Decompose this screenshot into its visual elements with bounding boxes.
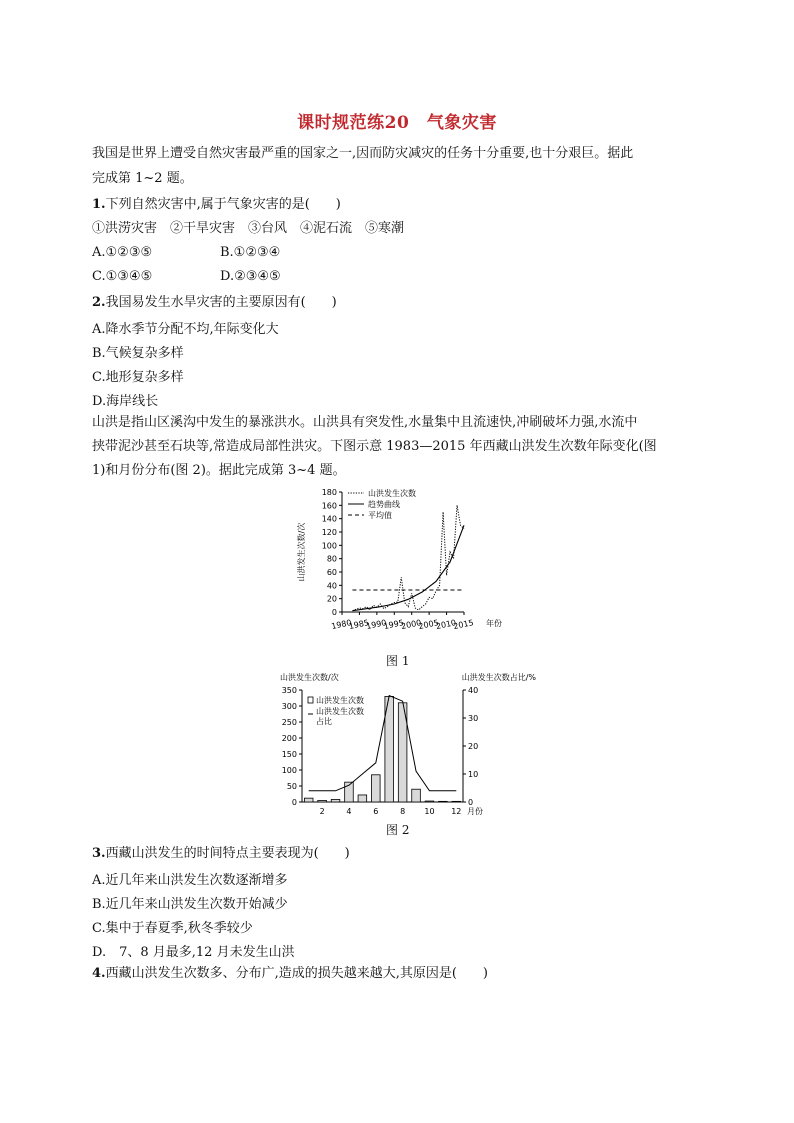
question-2-option-b[interactable]: B.气候复杂多样 <box>92 346 184 361</box>
y2-tick-label: 40 <box>468 686 479 695</box>
y2-tick-label: 10 <box>468 770 479 779</box>
y-tick-label: 150 <box>281 750 297 759</box>
x-tick-label: 2005 <box>417 618 440 632</box>
x-tick-label: 1995 <box>382 618 405 632</box>
bar-month-5 <box>358 795 367 802</box>
x-tick-label: 4 <box>346 807 352 816</box>
y-tick-label: 160 <box>321 501 337 511</box>
intro-paragraph-1-line-2: 完成第 1~2 题。 <box>92 171 193 186</box>
question-3-option-c[interactable]: C.集中于春夏季,秋冬季较少 <box>92 921 253 936</box>
bar-month-9 <box>412 789 421 802</box>
question-4-stem: 西藏山洪发生次数多、分布广,造成的损失越来越大,其原因是( ) <box>105 966 488 981</box>
y-tick-label: 350 <box>281 686 297 695</box>
y-tick-label: 180 <box>321 488 337 497</box>
legend-label-2: 趋势曲线 <box>368 500 400 509</box>
question-1-option-c[interactable]: C.①③④⑤ <box>92 269 153 284</box>
legend-label-1: 山洪发生次数 <box>368 489 416 498</box>
question-2-option-a[interactable]: A.降水季节分配不均,年际变化大 <box>92 322 279 337</box>
x-tick-label: 1985 <box>348 618 370 632</box>
legend-label-2-line-2: 占比 <box>316 717 332 726</box>
question-1-stem: 下列自然灾害中,属于气象灾害的是( ) <box>105 197 341 212</box>
bar-month-3 <box>331 799 340 802</box>
question-3-stem: 西藏山洪发生的时间特点主要表现为( ) <box>105 846 350 861</box>
y-tick-label: 300 <box>281 702 297 711</box>
bar-month-10 <box>425 801 434 802</box>
y-tick-label: 100 <box>281 766 297 775</box>
intro-paragraph-2-line-3: 1)和月份分布(图 2)。据此完成第 3~4 题。 <box>92 463 346 478</box>
question-3-option-b[interactable]: B.近几年来山洪发生次数开始减少 <box>92 897 288 912</box>
x-tick-label: 6 <box>373 807 379 816</box>
x-tick-label: 10 <box>424 807 435 816</box>
x-tick-label: 2000 <box>400 618 423 632</box>
y-tick-label: 140 <box>321 514 337 524</box>
y-tick-label: 0 <box>291 798 297 807</box>
question-2-stem: 我国易发生水旱灾害的主要原因有( ) <box>105 295 337 310</box>
y2-tick-label: 20 <box>468 742 479 751</box>
series-1-line <box>352 505 464 610</box>
y-tick-label: 250 <box>281 718 297 727</box>
y2-axis-label: 山洪发生次数占比/% <box>461 673 536 682</box>
question-1-number: 1. <box>92 197 106 212</box>
y2-tick-label: 0 <box>468 798 474 807</box>
y-axis-label: 山洪发生次数/次 <box>297 522 306 582</box>
x-tick-label: 1980 <box>330 618 353 632</box>
question-2 <box>92 294 337 312</box>
y-tick-label: 20 <box>326 594 337 604</box>
figure-2-chart <box>278 670 538 820</box>
question-3-option-d[interactable]: D. 7、8 月最多,12 月未发生山洪 <box>92 945 295 960</box>
y2-tick-label: 30 <box>468 714 479 723</box>
figure-1-chart <box>292 484 522 644</box>
intro-paragraph-2-line-2: 挟带泥沙甚至石块等,常造成局部性洪灾。下图示意 1983—2015 年西藏山洪发生次数年际变化(图 <box>92 439 657 454</box>
bar-month-1 <box>304 798 313 802</box>
question-3 <box>92 845 350 863</box>
x-tick-label: 12 <box>451 807 462 816</box>
question-4-number: 4. <box>92 966 106 981</box>
series-2-line <box>352 525 464 610</box>
intro-paragraph-1-line-1: 我国是世界上遭受自然灾害最严重的国家之一,因而防灾减灾的任务十分重要,也十分艰巨。据此 <box>92 146 634 161</box>
x-tick-label: 8 <box>400 807 406 816</box>
y-tick-label: 200 <box>281 734 297 743</box>
question-3-option-a[interactable]: A.近几年来山洪发生次数逐渐增多 <box>92 873 288 888</box>
y-tick-label: 80 <box>326 554 337 564</box>
y-axis-label: 山洪发生次数/次 <box>280 673 339 682</box>
y-tick-label: 120 <box>321 528 337 537</box>
question-2-option-d[interactable]: D.海岸线长 <box>92 394 159 409</box>
bar-month-6 <box>371 775 380 802</box>
question-2-number: 2. <box>92 295 106 310</box>
question-1-option-b[interactable]: B.①②③④ <box>220 245 281 260</box>
y-tick-label: 0 <box>331 608 337 617</box>
y-tick-label: 50 <box>286 782 297 791</box>
question-1-option-d[interactable]: D.②③④⑤ <box>220 269 281 284</box>
page-title: 课时规范练20 气象灾害 <box>297 113 497 133</box>
legend-label-2-line-1: 山洪发生次数 <box>316 707 364 716</box>
question-1 <box>92 196 341 214</box>
legend-swatch-1 <box>308 697 313 703</box>
x-tick-label: 2010 <box>435 618 457 632</box>
legend-label-1: 山洪发生次数 <box>316 696 364 705</box>
figure-2-caption: 图 2 <box>386 823 410 837</box>
question-2-option-c[interactable]: C.地形复杂多样 <box>92 370 184 385</box>
x-tick-label: 2015 <box>452 618 475 632</box>
intro-paragraph-2-line-1: 山洪是指山区溪沟中发生的暴涨洪水。山洪具有突发性,水量集中且流速快,冲刷破坏力强,水流中 <box>92 415 638 430</box>
y-tick-label: 40 <box>326 581 337 591</box>
question-3-number: 3. <box>92 846 106 861</box>
question-1-items: ①洪涝灾害 ②干旱灾害 ③台风 ④泥石流 ⑤寒潮 <box>92 221 405 236</box>
x-tick-label: 1990 <box>365 618 388 632</box>
y-tick-label: 60 <box>326 568 337 577</box>
legend-label-3: 平均值 <box>368 511 392 520</box>
x-axis-label: 年份 <box>486 619 502 628</box>
x-tick-label: 2 <box>319 807 325 816</box>
question-1-option-a[interactable]: A.①②③⑤ <box>92 245 153 260</box>
x-axis-label: 月份 <box>467 807 483 816</box>
figure-1-caption: 图 1 <box>386 654 410 668</box>
bar-month-12 <box>452 801 461 802</box>
bar-month-11 <box>439 801 448 802</box>
y-tick-label: 100 <box>321 541 337 551</box>
question-4 <box>92 965 488 983</box>
bar-month-2 <box>318 800 327 802</box>
